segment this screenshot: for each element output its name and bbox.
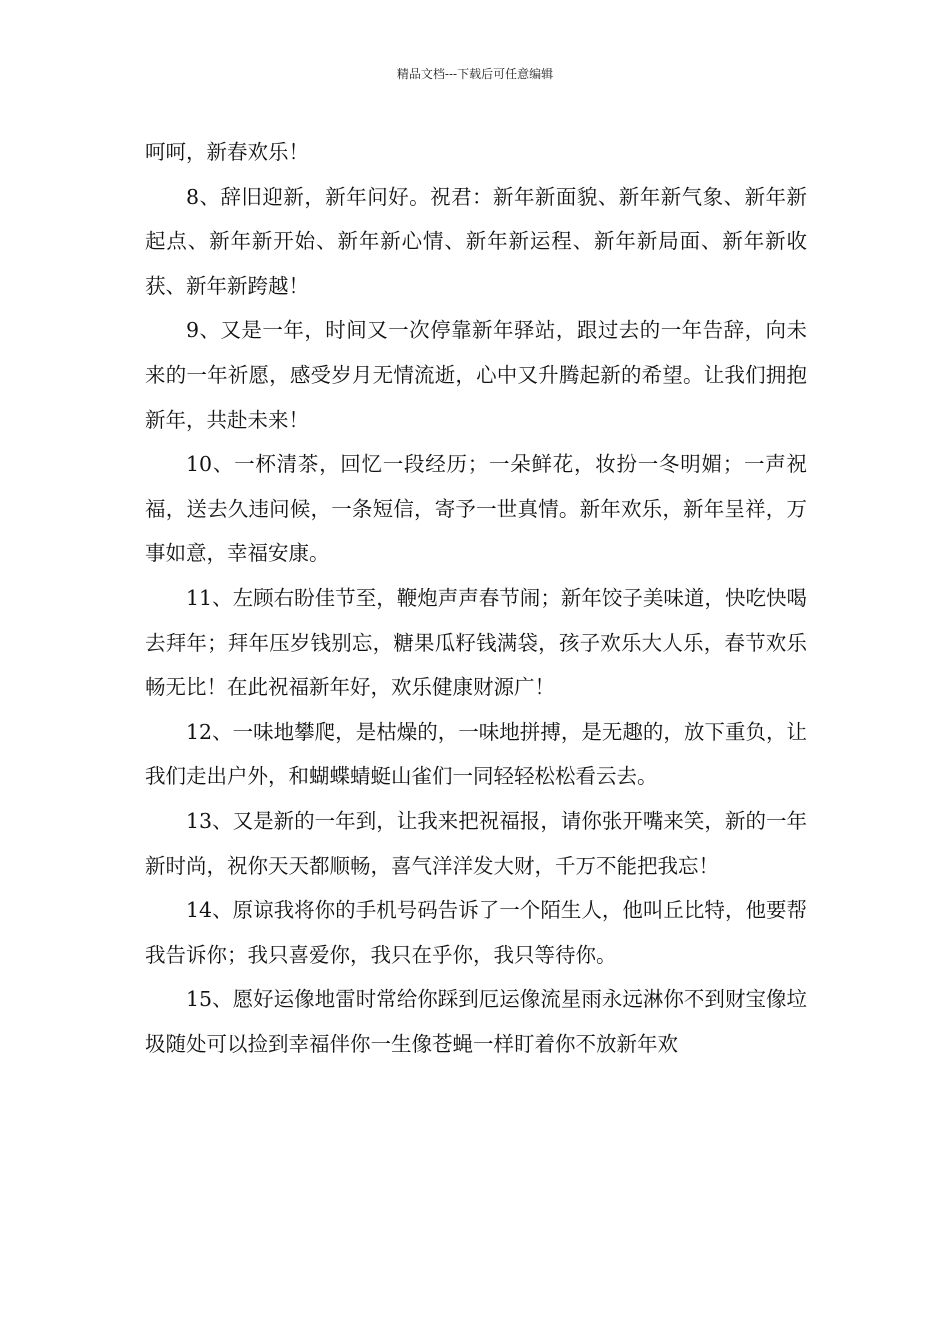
paragraph-item-11: 11、左顾右盼佳节至，鞭炮声声春节闹；新年饺子美味道，快吃快喝去拜年；拜年压岁钱别忘，糖果瓜籽钱满袋，孩子欢乐大人乐，春节欢乐畅无比！在此祝福新年好，欢乐健康财源广！ — [145, 585, 807, 700]
paragraph-item-14: 14、原谅我将你的手机号码告诉了一个陌生人，他叫丘比特，他要帮我告诉你；我只喜爱你，我只在乎你，我只等待你。 — [145, 898, 807, 967]
paragraph-item-12: 12、一味地攀爬，是枯燥的，一味地拼搏，是无趣的，放下重负，让我们走出户外，和蝴蝶蜻蜓山雀们一同轻轻松松看云去。 — [145, 719, 807, 789]
page-header: 精品文档---下载后可任意编辑 — [396, 67, 554, 81]
paragraph-item-9: 9、又是一年，时间又一次停靠新年驿站，跟过去的一年告辞，向未来的一年祈愿，感受岁月无情流逝，心中又升腾起新的希望。让我们拥抱新年，共赴未来！ — [145, 318, 807, 432]
document-body — [145, 130, 807, 1066]
paragraph-item-15: 15、愿好运像地雷时常给你踩到厄运像流星雨永远淋你不到财宝像垃圾随处可以捡到幸福伴你一生像苍蝇一样盯着你不放新年欢 — [145, 987, 807, 1056]
paragraph-continuation: 呵呵，新春欢乐！ — [145, 140, 309, 164]
paragraph-item-10: 10、一杯清茶，回忆一段经历；一朵鲜花，妆扮一冬明媚；一声祝福，送去久违问候，一条短信，寄予一世真情。新年欢乐，新年呈祥，万事如意，幸福安康。 — [145, 452, 807, 566]
paragraph-item-8: 8、辞旧迎新，新年问好。祝君：新年新面貌、新年新气象、新年新起点、新年新开始、新年新心情、新年新运程、新年新局面、新年新收获、新年新跨越！ — [145, 184, 807, 298]
paragraph-item-13: 13、又是新的一年到，让我来把祝福报，请你张开嘴来笑，新的一年新时尚，祝你天天都顺畅，喜气洋洋发大财，千万不能把我忘！ — [145, 808, 807, 878]
